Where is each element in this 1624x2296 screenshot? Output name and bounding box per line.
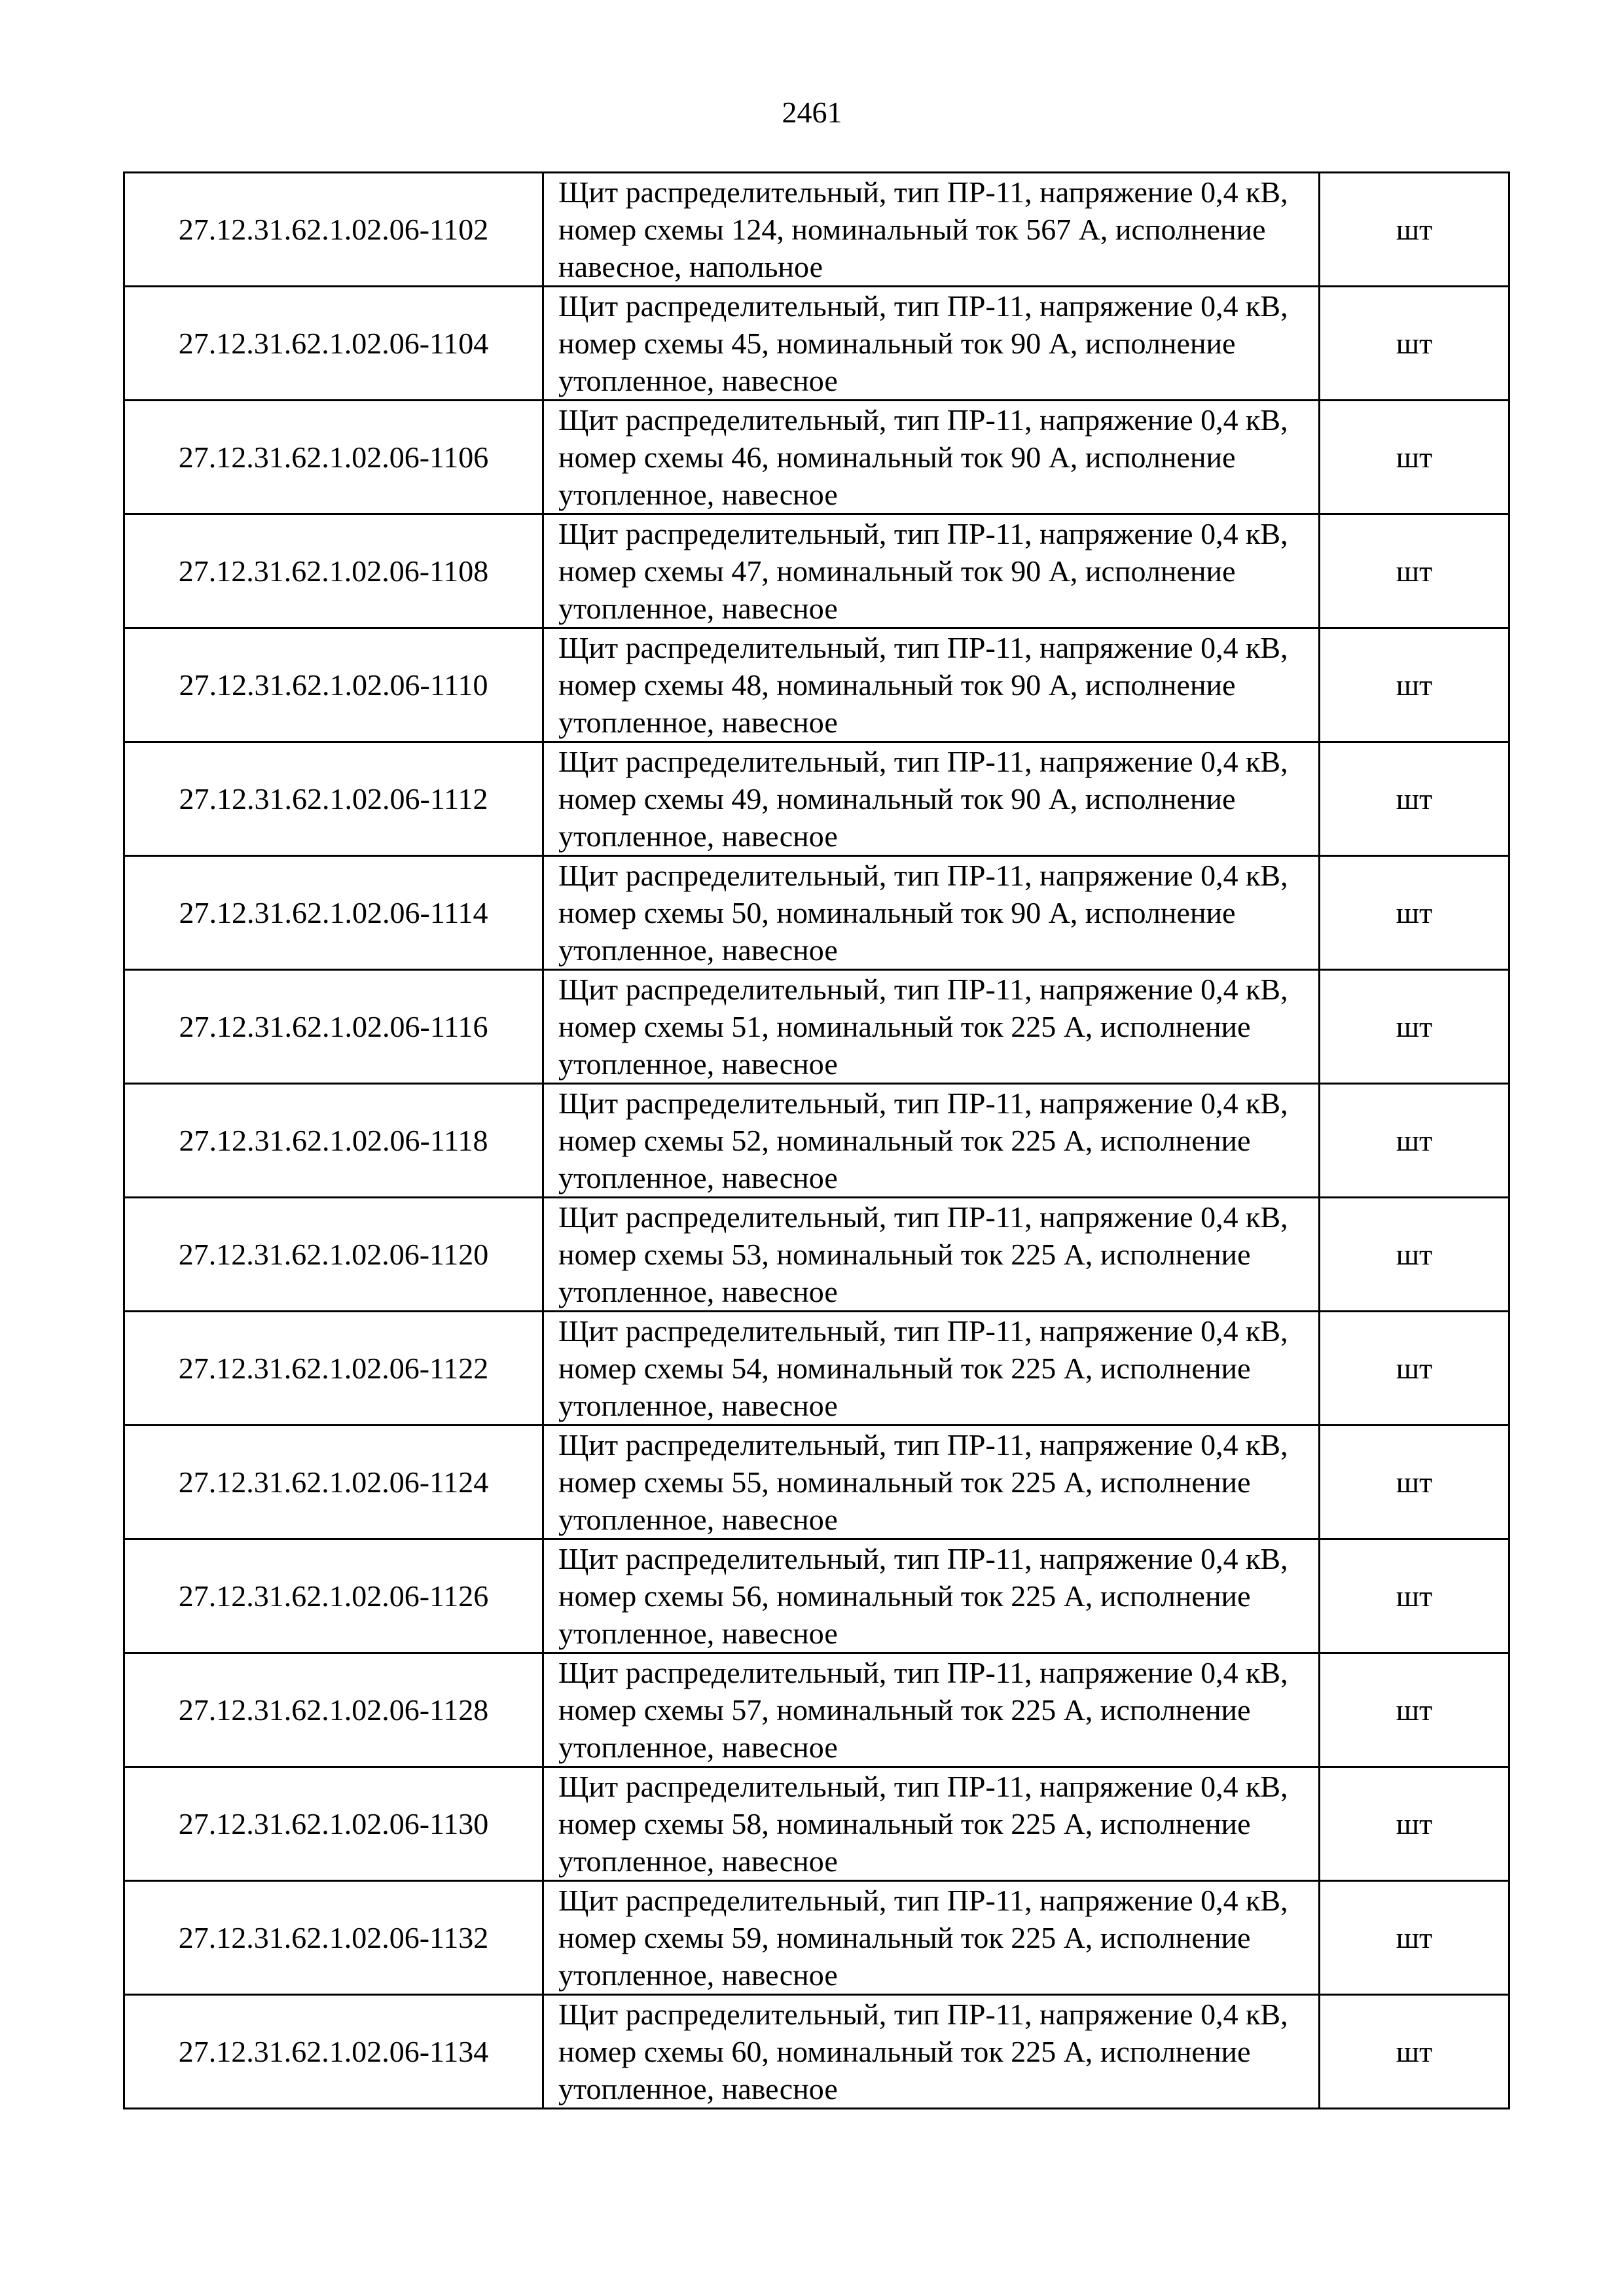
resource-code: 27.12.31.62.1.02.06-1132 [124,1881,543,1995]
resource-description: Щит распределительный, тип ПР-11, напряжение 0,4 кВ, номер схемы 50, номинальный ток 90 А, исполнение утопленное, навесное [543,856,1320,970]
resource-code: 27.12.31.62.1.02.06-1116 [124,970,543,1084]
table-row [124,1995,1509,2109]
table-row [124,856,1509,970]
resource-description: Щит распределительный, тип ПР-11, напряжение 0,4 кВ, номер схемы 59, номинальный ток 225 А, исполнение утопленное, навесное [543,1881,1320,1995]
resource-description: Щит распределительный, тип ПР-11, напряжение 0,4 кВ, номер схемы 46, номинальный ток 90 А, исполнение утопленное, навесное [543,401,1320,514]
page-number: 2461 [782,96,842,129]
table-row [124,1539,1509,1653]
resource-code: 27.12.31.62.1.02.06-1118 [124,1084,543,1198]
unit-of-measure: шт [1320,628,1509,742]
resource-description: Щит распределительный, тип ПР-11, напряжение 0,4 кВ, номер схемы 124, номинальный ток 567 А, исполнение навесное, напольное [543,173,1320,287]
table-row [124,1312,1509,1426]
unit-of-measure: шт [1320,401,1509,514]
table-row [124,628,1509,742]
unit-of-measure: шт [1320,1881,1509,1995]
table-row [124,401,1509,514]
unit-of-measure: шт [1320,287,1509,401]
resource-description: Щит распределительный, тип ПР-11, напряжение 0,4 кВ, номер схемы 60, номинальный ток 225 А, исполнение утопленное, навесное [543,1995,1320,2109]
resource-code: 27.12.31.62.1.02.06-1134 [124,1995,543,2109]
unit-of-measure: шт [1320,173,1509,287]
resource-description: Щит распределительный, тип ПР-11, напряжение 0,4 кВ, номер схемы 52, номинальный ток 225 А, исполнение утопленное, навесное [543,1084,1320,1198]
unit-of-measure: шт [1320,970,1509,1084]
resource-code: 27.12.31.62.1.02.06-1122 [124,1312,543,1426]
unit-of-measure: шт [1320,1198,1509,1312]
resource-code: 27.12.31.62.1.02.06-1126 [124,1539,543,1653]
unit-of-measure: шт [1320,742,1509,856]
unit-of-measure: шт [1320,856,1509,970]
resource-description: Щит распределительный, тип ПР-11, напряжение 0,4 кВ, номер схемы 53, номинальный ток 225 А, исполнение утопленное, навесное [543,1198,1320,1312]
table-row [124,514,1509,628]
resource-description: Щит распределительный, тип ПР-11, напряжение 0,4 кВ, номер схемы 55, номинальный ток 225 А, исполнение утопленное, навесное [543,1426,1320,1539]
resource-description: Щит распределительный, тип ПР-11, напряжение 0,4 кВ, номер схемы 48, номинальный ток 90 А, исполнение утопленное, навесное [543,628,1320,742]
unit-of-measure: шт [1320,1084,1509,1198]
unit-of-measure: шт [1320,1426,1509,1539]
resource-code: 27.12.31.62.1.02.06-1130 [124,1767,543,1881]
table-row [124,1881,1509,1995]
resource-code: 27.12.31.62.1.02.06-1106 [124,401,543,514]
table-row [124,1084,1509,1198]
table-row [124,1198,1509,1312]
resource-code: 27.12.31.62.1.02.06-1108 [124,514,543,628]
resource-description: Щит распределительный, тип ПР-11, напряжение 0,4 кВ, номер схемы 57, номинальный ток 225 А, исполнение утопленное, навесное [543,1653,1320,1767]
resource-code: 27.12.31.62.1.02.06-1114 [124,856,543,970]
resource-code: 27.12.31.62.1.02.06-1110 [124,628,543,742]
resource-description: Щит распределительный, тип ПР-11, напряжение 0,4 кВ, номер схемы 47, номинальный ток 90 А, исполнение утопленное, навесное [543,514,1320,628]
unit-of-measure: шт [1320,1312,1509,1426]
resource-code: 27.12.31.62.1.02.06-1112 [124,742,543,856]
unit-of-measure: шт [1320,1995,1509,2109]
unit-of-measure: шт [1320,514,1509,628]
unit-of-measure: шт [1320,1539,1509,1653]
unit-of-measure: шт [1320,1653,1509,1767]
unit-of-measure: шт [1320,1767,1509,1881]
resource-code: 27.12.31.62.1.02.06-1128 [124,1653,543,1767]
resource-description: Щит распределительный, тип ПР-11, напряжение 0,4 кВ, номер схемы 54, номинальный ток 225 А, исполнение утопленное, навесное [543,1312,1320,1426]
table-row [124,287,1509,401]
resource-code: 27.12.31.62.1.02.06-1102 [124,173,543,287]
resource-code: 27.12.31.62.1.02.06-1104 [124,287,543,401]
table-row [124,970,1509,1084]
resource-code: 27.12.31.62.1.02.06-1120 [124,1198,543,1312]
resource-description: Щит распределительный, тип ПР-11, напряжение 0,4 кВ, номер схемы 58, номинальный ток 225 А, исполнение утопленное, навесное [543,1767,1320,1881]
table-row [124,1767,1509,1881]
resource-description: Щит распределительный, тип ПР-11, напряжение 0,4 кВ, номер схемы 45, номинальный ток 90 А, исполнение утопленное, навесное [543,287,1320,401]
table-row [124,1653,1509,1767]
table-row [124,1426,1509,1539]
table-row [124,742,1509,856]
resource-description: Щит распределительный, тип ПР-11, напряжение 0,4 кВ, номер схемы 49, номинальный ток 90 А, исполнение утопленное, навесное [543,742,1320,856]
resource-table-body [124,173,1509,2109]
resource-table [123,171,1510,2109]
resource-description: Щит распределительный, тип ПР-11, напряжение 0,4 кВ, номер схемы 56, номинальный ток 225 А, исполнение утопленное, навесное [543,1539,1320,1653]
table-row [124,173,1509,287]
resource-description: Щит распределительный, тип ПР-11, напряжение 0,4 кВ, номер схемы 51, номинальный ток 225 А, исполнение утопленное, навесное [543,970,1320,1084]
resource-code: 27.12.31.62.1.02.06-1124 [124,1426,543,1539]
